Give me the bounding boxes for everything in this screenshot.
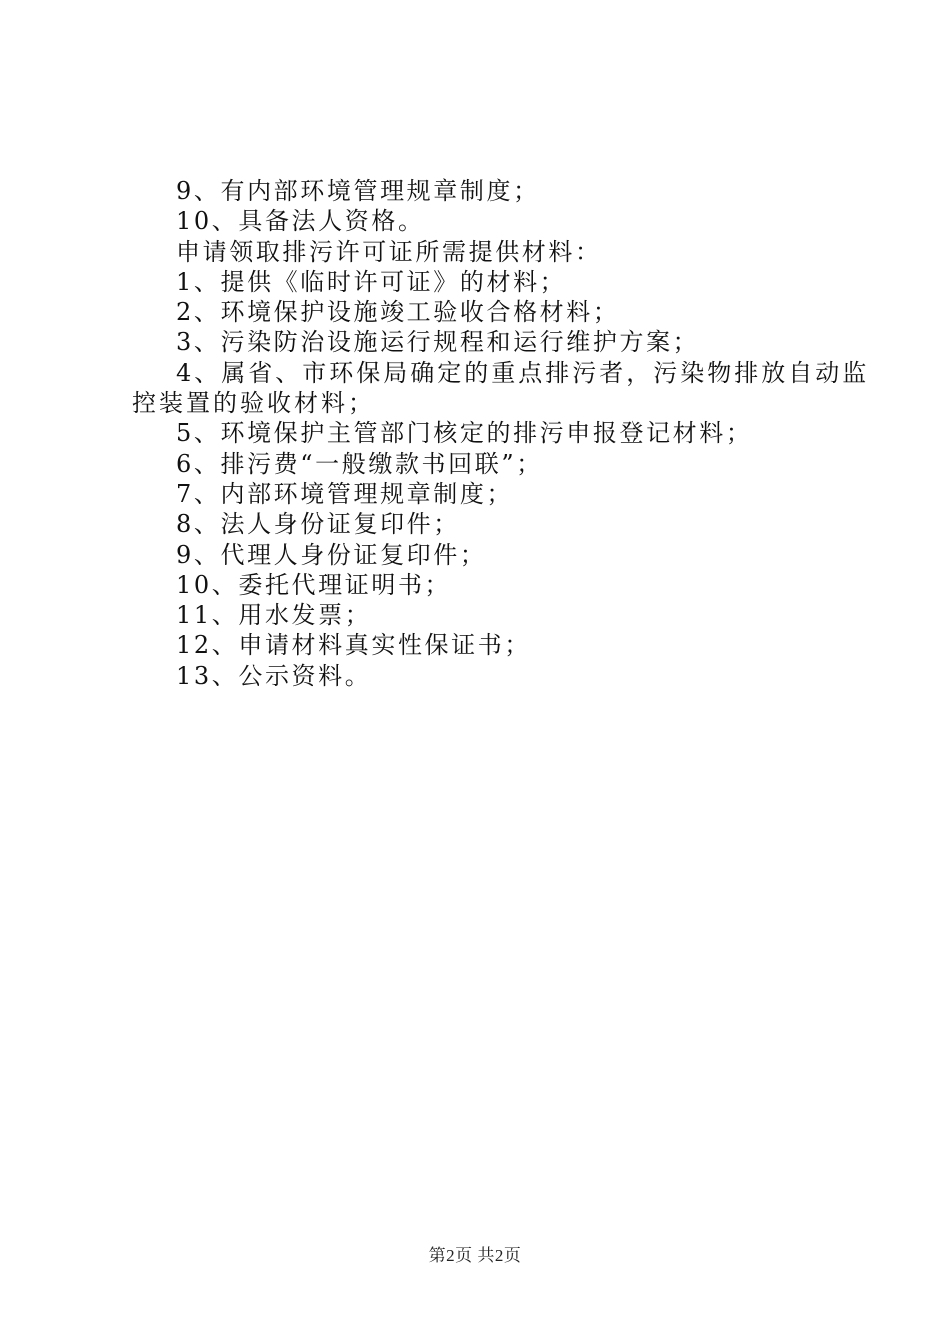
list-item: 3、污染防治设施运行规程和运行维护方案； — [176, 328, 700, 357]
page-footer: 第2页 共2页 — [428, 1246, 522, 1265]
section-heading: 申请领取排污许可证所需提供材料： — [176, 237, 602, 266]
paragraph-line: 10、具备法人资格。 — [176, 207, 425, 236]
list-item: 9、代理人身份证复印件； — [176, 540, 487, 569]
list-item: 6、排污费“一般缴款书回联”； — [176, 449, 543, 478]
list-item: 11、用水发票； — [176, 601, 372, 630]
list-item: 10、委托代理证明书； — [176, 570, 452, 599]
list-item: 7、内部环境管理规章制度； — [176, 479, 514, 508]
list-item: 1、提供《临时许可证》的材料； — [176, 267, 567, 296]
list-item-continuation: 控装置的验收材料； — [132, 389, 375, 418]
list-item: 12、申请材料真实性保证书； — [176, 631, 531, 660]
list-item: 5、环境保护主管部门核定的排污申报登记材料； — [176, 419, 753, 448]
list-item: 13、公示资料。 — [176, 661, 372, 690]
list-item: 4、属省、市环保局确定的重点排污者，污染物排放自动监 — [176, 358, 870, 387]
document-body — [132, 176, 870, 691]
paragraph-line: 9、有内部环境管理规章制度； — [176, 177, 540, 205]
list-item: 8、法人身份证复印件； — [176, 510, 460, 539]
list-item: 2、环境保护设施竣工验收合格材料； — [176, 298, 620, 327]
